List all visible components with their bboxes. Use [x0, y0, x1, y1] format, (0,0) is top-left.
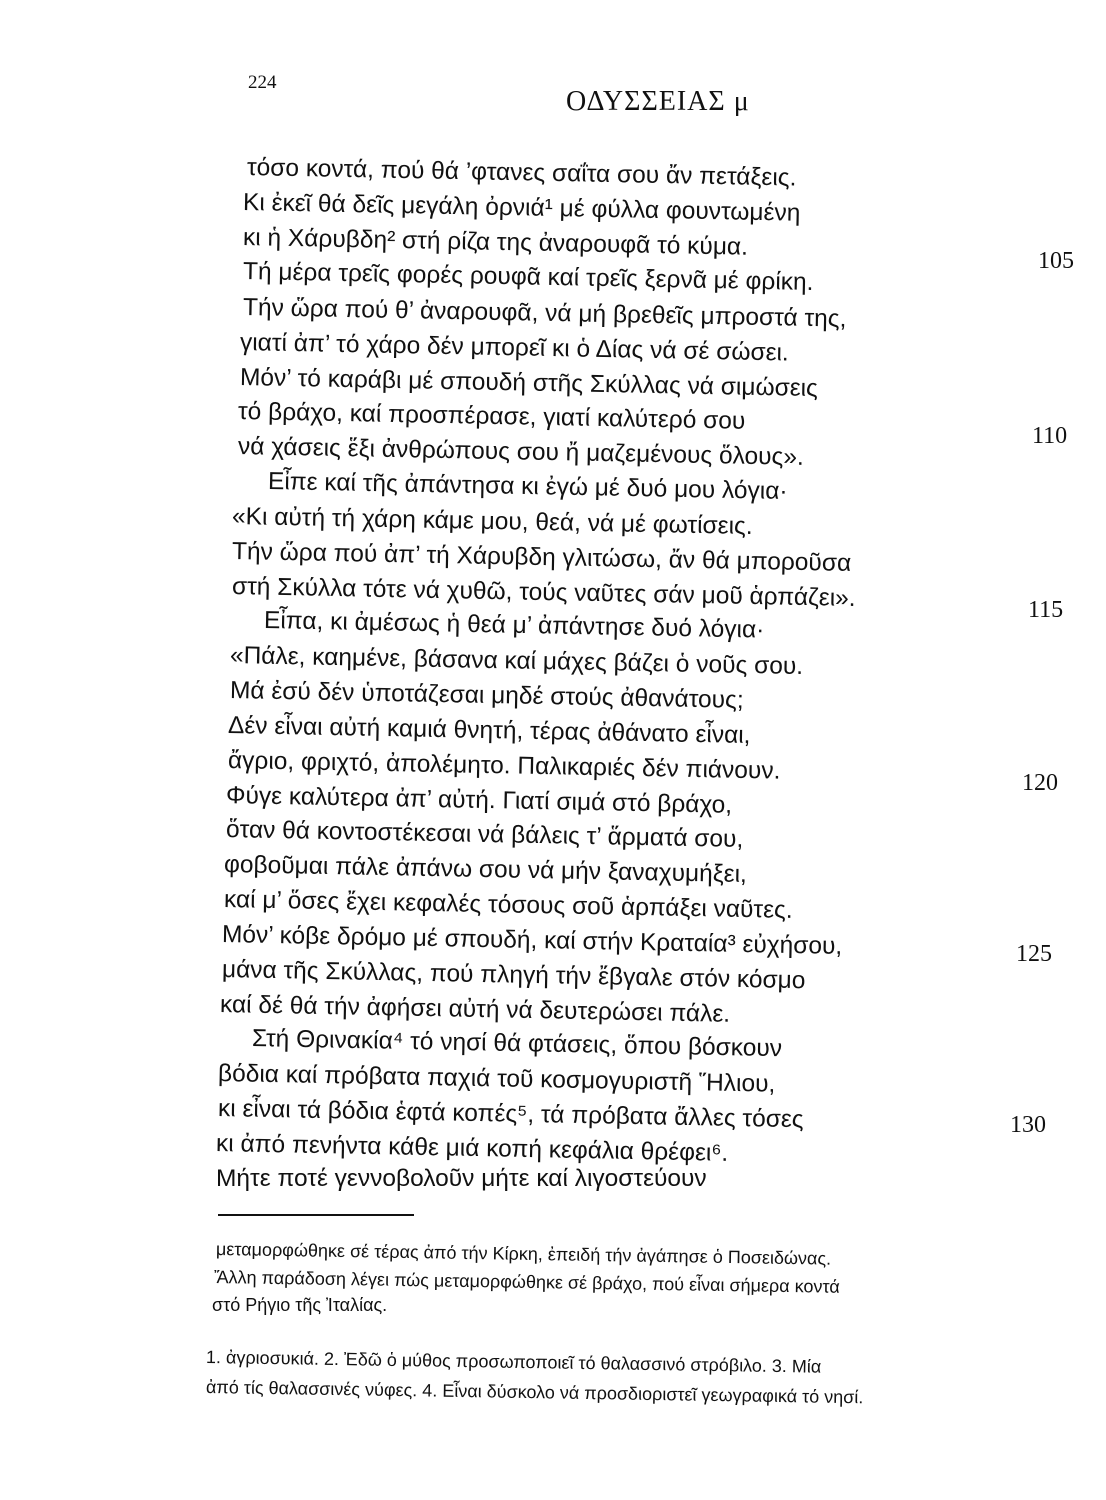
verse-line: κι ἡ Χάρυβδη² στή ρίζα της ἀναρουφᾶ τό κύμα.: [242, 224, 749, 261]
verse-line: Εἶπε καί τῆς ἀπάντησα κι ἐγώ μέ δυό μου λόγια·: [267, 468, 788, 505]
line-number: 125: [1016, 941, 1052, 967]
line-number: 105: [1038, 248, 1074, 274]
verse-line: μάνα τῆς Σκύλλας, πού πληγή τήν ἔβγαλε στόν κόσμο: [221, 956, 806, 995]
page-number: 224: [248, 72, 277, 93]
verse-line: κι εἶναι τά βόδια ἑφτά κοπές⁵, τά πρόβατα ἄλλες τόσες: [217, 1095, 804, 1134]
line-number: 110: [1032, 423, 1068, 449]
verse-line: νά χάσεις ἕξι ἀνθρώπους σου ἤ μαζεμένους ὅλους».: [237, 433, 805, 471]
verse-line: τό βράχο, καί προσπέρασε, γιατί καλύτερό σου: [237, 398, 746, 435]
verse-line: τόσο κοντά, πού θά ’φτανες σαΐτα σου ἄν πετάξεις.: [246, 154, 797, 192]
verse-line: κι ἀπό πενήντα κάθε μιά κοπή κεφάλια θρέφει⁶.: [215, 1130, 729, 1167]
verse-line: ἄγριο, φριχτό, ἀπολέμητο. Παλικαριές δέν πιάνουν.: [227, 747, 781, 785]
verse-line: Κι ἐκεῖ θά δεῖς μεγάλη ὀρνιά¹ μέ φύλλα φουντωμένη: [242, 189, 801, 227]
verse-line: καί μ’ ὅσες ἔχει κεφαλές τόσους σοῦ ἁρπάξει ναῦτες.: [223, 886, 793, 924]
verse-line: Μόν’ κόβε δρόμο μέ σπουδή, καί στήν Κραταία³ εὐχήσου,: [221, 921, 843, 960]
verse-line: Τή μέρα τρεῖς φορές ρουφᾶ καί τρεῖς ξερνᾶ μέ φρίκη.: [242, 258, 814, 296]
verse-line: Μήτε ποτέ γεννοβολοῦν μήτε καί λιγοστεύουν: [216, 1165, 707, 1192]
verse-line: Φύγε καλύτερα ἀπ’ αὐτή. Γιατί σιμά στό βράχο,: [225, 782, 733, 819]
line-number: 115: [1028, 597, 1064, 623]
line-number: 120: [1022, 770, 1058, 796]
verse-line: γιατί ἀπ’ τό χάρο δέν μπορεῖ κι ὁ Δίας νά σέ σώσει.: [239, 329, 790, 367]
footnote-continuation-line: στό Ρήγιο τῆς Ἰταλίας.: [212, 1295, 388, 1315]
verse-line: Δέν εἶναι αὐτή καμιά θνητή, τέρας ἀθάνατο εἶναι,: [227, 712, 751, 750]
verse-line: φοβοῦμαι πάλε ἀπάνω σου νά μήν ξαναχυμήξει,: [223, 851, 748, 889]
verse-line: Τήν ὥρα πού θ’ ἀναρουφᾶ, νά μή βρεθεῖς μπροστά της,: [242, 294, 847, 333]
footnote-continuation-line: Ἄλλη παράδοση λέγει πώς μεταμορφώθηκε σέ βράχο, πού εἶναι σήμερα κοντά: [213, 1267, 840, 1297]
verse-line: «Πάλε, καημένε, βάσανα καί μάχες βάζει ὁ νοῦς σου.: [229, 642, 804, 681]
verse-line: Εἶπα, κι ἀμέσως ἡ θεά μ’ ἀπάντησε δυό λόγια·: [263, 607, 765, 644]
verse-line: Τήν ὥρα πού ἀπ’ τή Χάρυβδη γλιτώσω, ἄν θά μποροῦσα: [231, 538, 852, 577]
verse-line: Μά ἐσύ δέν ὑποτάζεσαι μηδέ στούς ἀθανάτους;: [229, 677, 744, 714]
line-number: 130: [1010, 1112, 1046, 1138]
footnote-note-line: 1. ἀγριοσυκιά. 2. Ἐδῶ ὁ μύθος προσωποποιεῖ τό θαλασσινό στρόβιλο. 3. Μία: [205, 1347, 822, 1377]
verse-line: Στή Θρινακία⁴ τό νησί θά φτάσεις, ὅπου βόσκουν: [251, 1025, 783, 1063]
footnote-continuation-line: μεταμορφώθηκε σέ τέρας ἀπό τήν Κίρκη, ἐπειδή τήν ἀγάπησε ὁ Ποσειδώνας.: [215, 1239, 832, 1269]
footnote-note-line: ἀπό τίς θαλασσινές νύφες. 4. Εἶναι δύσκολο νά προσδιοριστεῖ γεωγραφικά τό νησί.: [205, 1377, 864, 1408]
footnote-separator: [218, 1214, 414, 1216]
verse-line: βόδια καί πρόβατα παχιά τοῦ κοσμογυριστῆ Ἥλιου,: [217, 1060, 776, 1098]
verse-line: καί δέ θά τήν ἀφήσει αὐτή νά δευτερώσει πάλε.: [219, 991, 731, 1028]
verse-line: «Κι αὐτή τή χάρη κάμε μου, θεά, νά μέ φωτίσεις.: [231, 503, 753, 540]
verse-line: Μόν’ τό καράβι μέ σπουδή στῆς Σκύλλας νά σιμώσεις: [239, 364, 819, 403]
verse-line: ὅταν θά κοντοστέκεσαι νά βάλεις τ’ ἅρματά σου,: [225, 816, 744, 853]
running-title: ΟΔΥΣΣΕΙΑΣ μ: [566, 86, 750, 117]
verse-line: στή Σκύλλα τότε νά χυθῶ, τούς ναῦτες σάν μοῦ ἁρπάζει».: [231, 573, 856, 612]
